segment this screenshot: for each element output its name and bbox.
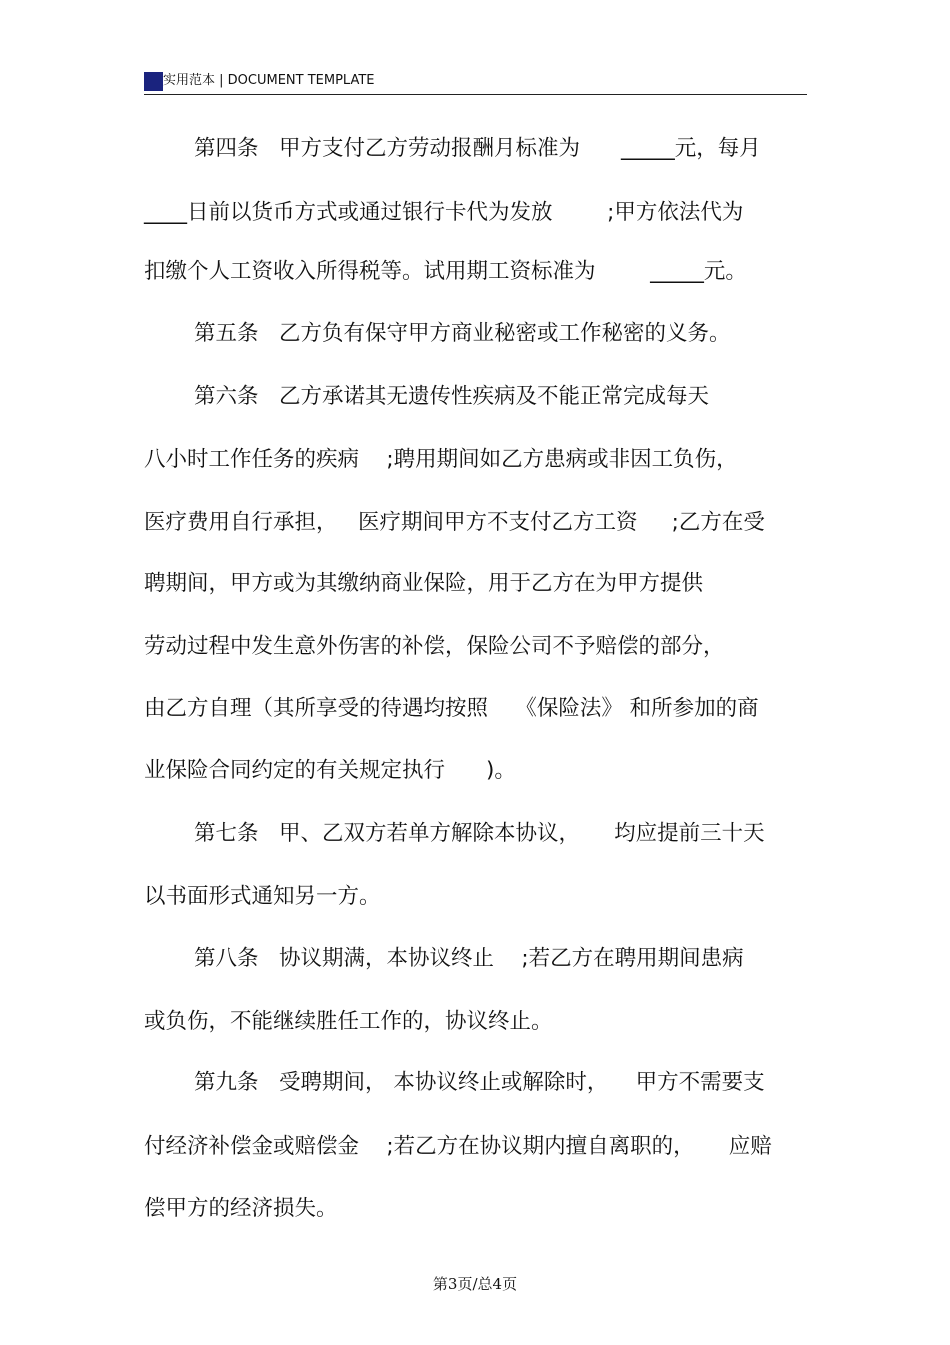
header-title: 实用范本 | DOCUMENT TEMPLATE bbox=[163, 73, 375, 88]
page-number: 第3页/总4页 bbox=[432, 1275, 518, 1293]
text-line: 医疗费用自行承担， 医疗期间甲方不支付乙方工资 ;乙方在受 bbox=[144, 510, 765, 535]
text-line: 业保险合同约定的有关规定执行 )。 bbox=[144, 758, 516, 783]
text-line: ____日前以货币方式或通过银行卡代为发放 ;甲方依法代为 bbox=[144, 200, 744, 225]
text-line: 第五条 乙方负有保守甲方商业秘密或工作秘密的义务。 bbox=[194, 321, 731, 346]
text-line: 第六条 乙方承诺其无遗传性疾病及不能正常完成每天 bbox=[194, 384, 710, 409]
text-line: 付经济补偿金或赔偿金 ;若乙方在协议期内擅自离职的， 应赔 bbox=[144, 1134, 772, 1159]
text-line: 第八条 协议期满，本协议终止 ;若乙方在聘用期间患病 bbox=[194, 946, 744, 971]
text-line: 第七条 甲、乙双方若单方解除本协议， 均应提前三十天 bbox=[194, 821, 765, 846]
text-line: 由乙方自理（其所享受的待遇均按照 《保险法》 和所参加的商 bbox=[144, 696, 759, 721]
text-line: 劳动过程中发生意外伤害的补偿，保险公司不予赔偿的部分， bbox=[144, 634, 725, 659]
text-line: 八小时工作任务的疾病 ;聘用期间如乙方患病或非因工负伤， bbox=[144, 447, 738, 472]
page-header bbox=[144, 70, 807, 95]
text-line: 或负伤，不能继续胜任工作的，协议终止。 bbox=[144, 1009, 553, 1034]
text-line: 第四条 甲方支付乙方劳动报酬月标准为 _____元，每月 bbox=[194, 136, 761, 161]
text-line: 扣缴个人工资收入所得税等。试用期工资标准为 _____元。 bbox=[144, 259, 747, 284]
text-line: 以书面形式通知另一方。 bbox=[144, 884, 381, 909]
text-line: 偿甲方的经济损失。 bbox=[144, 1196, 338, 1221]
text-line: 聘期间，甲方或为其缴纳商业保险，用于乙方在为甲方提供 bbox=[144, 571, 704, 596]
text-line: 第九条 受聘期间， 本协议终止或解除时， 甲方不需要支 bbox=[194, 1070, 765, 1095]
logo-square-icon bbox=[144, 72, 163, 91]
